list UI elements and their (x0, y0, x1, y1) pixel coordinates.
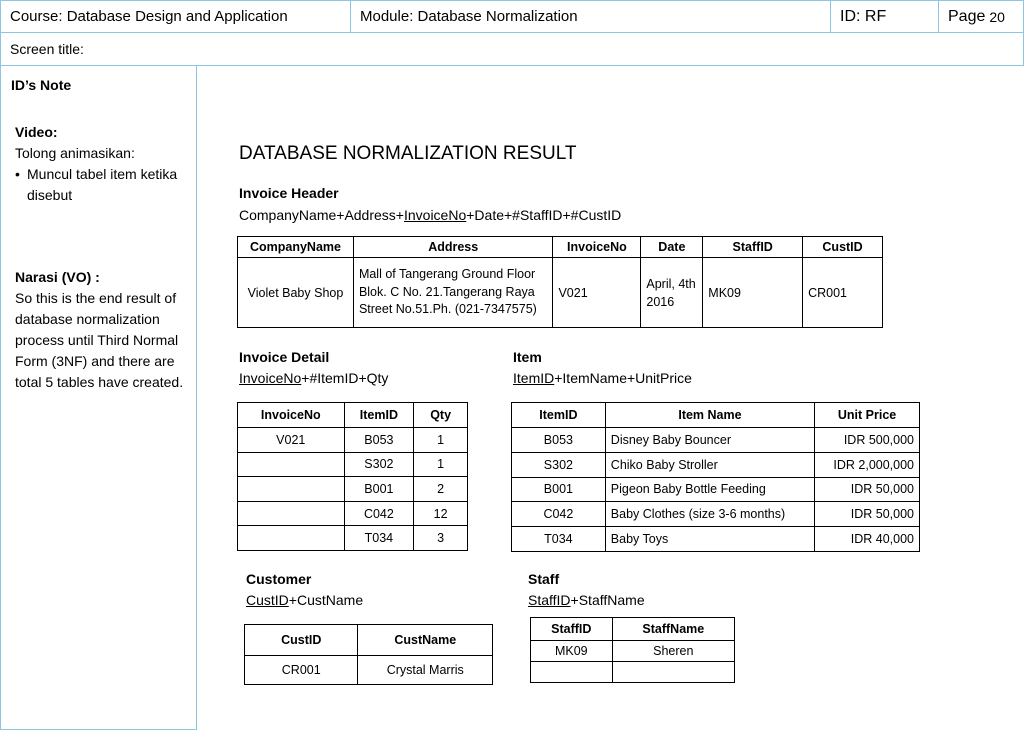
course-text: Course: Database Design and Application (10, 8, 288, 25)
module-text: Module: Database Normalization (360, 8, 578, 25)
invoice-header-table (237, 236, 883, 328)
table-cell: B053 (344, 428, 414, 453)
table-cell (238, 452, 345, 477)
invoice-header-title: Invoice Header (239, 185, 339, 201)
column-header: CustID (245, 625, 358, 656)
table-cell: IDR 50,000 (815, 477, 920, 502)
staff-title: Staff (528, 571, 560, 587)
table-cell: Disney Baby Bouncer (605, 428, 814, 453)
narration-title: Narasi (VO) : (15, 269, 100, 285)
table-row (512, 527, 920, 552)
column-header: InvoiceNo (238, 403, 345, 428)
column-header: InvoiceNo (553, 237, 641, 258)
primary-key: CustID (246, 592, 289, 608)
table-cell: Baby Toys (605, 527, 814, 552)
page-number: 20 (989, 8, 1005, 25)
table-header-row (238, 403, 468, 428)
column-header: Qty (414, 403, 468, 428)
table-cell: Baby Clothes (size 3-6 months) (605, 502, 814, 527)
table-cell: S302 (512, 452, 606, 477)
table-cell: T034 (344, 526, 414, 551)
screen-title-text: Screen title: (10, 41, 84, 57)
table-cell: CR001 (245, 656, 358, 685)
page-label (938, 0, 1024, 33)
invoice-detail-table (237, 402, 468, 551)
module-label (350, 0, 831, 33)
table-cell: IDR 50,000 (815, 502, 920, 527)
table-cell: Crystal Marris (358, 656, 493, 685)
table-cell: 2 (414, 477, 468, 502)
column-header: CustName (358, 625, 493, 656)
video-text: Tolong animasikan: (15, 145, 135, 161)
staff-formula (528, 592, 645, 608)
table-cell: Chiko Baby Stroller (605, 452, 814, 477)
staff-table (530, 617, 735, 683)
table-row (238, 258, 883, 328)
customer-formula (246, 592, 363, 608)
page-title: DATABASE NORMALIZATION RESULT (239, 143, 577, 164)
primary-key: ItemID (513, 370, 555, 386)
table-cell: IDR 40,000 (815, 527, 920, 552)
table-cell: 1 (414, 452, 468, 477)
column-header: Unit Price (815, 403, 920, 428)
column-header: CustID (803, 237, 883, 258)
formula-part: CompanyName+Address+ (239, 207, 404, 223)
column-header: CompanyName (238, 237, 354, 258)
table-header-row (512, 403, 920, 428)
table-cell: C042 (344, 501, 414, 526)
table-cell: 3 (414, 526, 468, 551)
column-header: Address (353, 237, 553, 258)
table-cell: MK09 (703, 258, 803, 328)
table-cell: S302 (344, 452, 414, 477)
notes-title: ID’s Note (11, 77, 72, 93)
table-row (245, 656, 493, 685)
table-row (531, 641, 735, 662)
screen-title (0, 32, 1024, 66)
table-cell: 12 (414, 501, 468, 526)
table-row (238, 501, 468, 526)
formula-part: +#ItemID+Qty (301, 370, 389, 386)
table-cell (238, 526, 345, 551)
table-row (238, 452, 468, 477)
column-header: StaffID (703, 237, 803, 258)
video-bullet: • Muncul tabel item ketika disebut (15, 164, 190, 206)
table-cell: T034 (512, 527, 606, 552)
column-header: Item Name (605, 403, 814, 428)
table-header-row (531, 618, 735, 641)
video-title: Video: (15, 124, 58, 140)
column-header: ItemID (512, 403, 606, 428)
invoice-detail-formula (239, 370, 388, 386)
narration-text: So this is the end result of database normalization process until Third Normal Form (3NF) and there are total 5 tables have created. (15, 290, 184, 390)
primary-key: InvoiceNo (403, 207, 467, 223)
table-cell: Pigeon Baby Bottle Feeding (605, 477, 814, 502)
table-row (512, 502, 920, 527)
table-cell: B053 (512, 428, 606, 453)
item-table (511, 402, 920, 552)
id-label (830, 0, 939, 33)
item-title: Item (513, 349, 542, 365)
table-cell: Violet Baby Shop (238, 258, 354, 328)
notes-sidebar (0, 65, 197, 730)
formula-part: +ItemName+UnitPrice (554, 370, 692, 386)
table-row (238, 428, 468, 453)
table-cell: IDR 2,000,000 (815, 452, 920, 477)
primary-key: InvoiceNo (239, 370, 302, 386)
formula-part: +CustName (288, 592, 364, 608)
table-cell: V021 (238, 428, 345, 453)
invoice-header-formula (239, 207, 621, 223)
item-formula (513, 370, 692, 386)
table-row (512, 452, 920, 477)
column-header: ItemID (344, 403, 414, 428)
primary-key: StaffID (528, 592, 571, 608)
page-label-text: Page (948, 7, 986, 25)
table-cell: 1 (414, 428, 468, 453)
table-header-row (245, 625, 493, 656)
table-cell (531, 662, 613, 683)
table-cell: April, 4th 2016 (641, 258, 703, 328)
video-bullet-list (15, 164, 190, 206)
table-cell: B001 (344, 477, 414, 502)
table-cell: V021 (553, 258, 641, 328)
table-row (512, 477, 920, 502)
table-cell: MK09 (531, 641, 613, 662)
table-cell: CR001 (803, 258, 883, 328)
table-row (531, 662, 735, 683)
formula-part: +StaffName (570, 592, 645, 608)
table-row (238, 477, 468, 502)
customer-title: Customer (246, 571, 312, 587)
table-cell (238, 501, 345, 526)
table-cell: Mall of Tangerang Ground Floor Blok. C No. 21.Tangerang Raya Street No.51.Ph. (021-7347575) (353, 258, 553, 328)
table-cell: C042 (512, 502, 606, 527)
table-cell (612, 662, 734, 683)
invoice-detail-title: Invoice Detail (239, 349, 330, 365)
column-header: StaffName (612, 618, 734, 641)
column-header: StaffID (531, 618, 613, 641)
formula-part: +Date+#StaffID+#CustID (466, 207, 622, 223)
table-header-row (238, 237, 883, 258)
narration-note (15, 267, 190, 393)
table-cell: B001 (512, 477, 606, 502)
table-row (238, 526, 468, 551)
column-header: Date (641, 237, 703, 258)
video-note (15, 122, 190, 206)
table-row (512, 428, 920, 453)
table-cell: IDR 500,000 (815, 428, 920, 453)
customer-table (244, 624, 493, 685)
table-cell: Sheren (612, 641, 734, 662)
id-text: ID: RF (840, 7, 887, 25)
table-cell (238, 477, 345, 502)
course-label (0, 0, 351, 33)
